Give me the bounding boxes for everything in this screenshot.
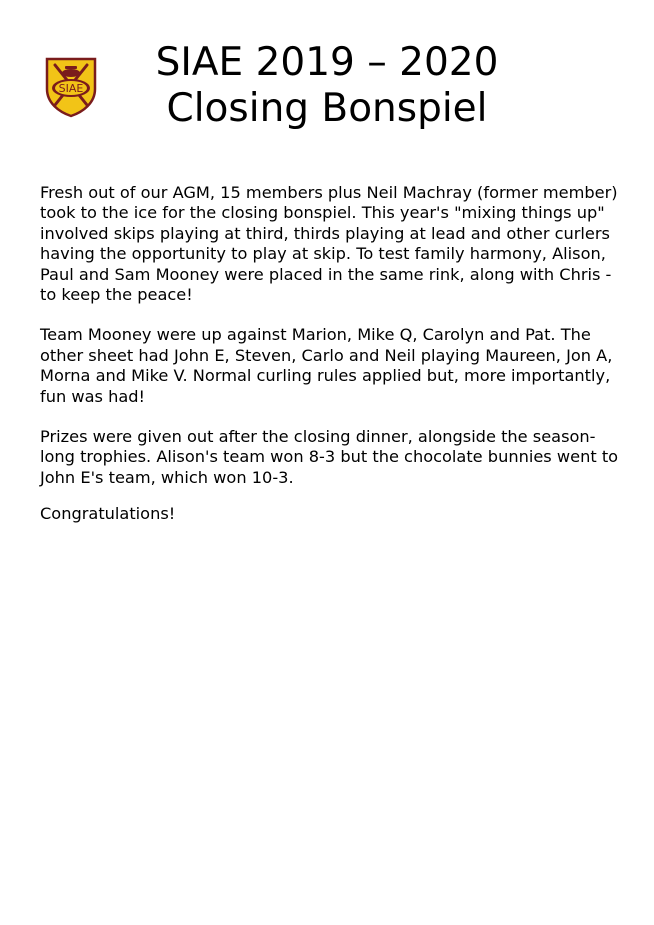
closing-line: Congratulations! [40, 504, 176, 524]
page-title [100, 40, 554, 132]
article-body [40, 183, 620, 545]
paragraph: Team Mooney were up against Marion, Mike Q, Carolyn and Pat. The other sheet had John E, Steven, Carlo and Neil playing Maureen, Jon A, Morna and Mike V. Normal curling rules applied but, more importantly, fun was had! [40, 325, 613, 406]
paragraph: Prizes were given out after the closing dinner, alongside the season-long trophies. Alison's team won 8-3 but the chocolate bunnies went to John E's team, which won 10-3. [40, 427, 619, 487]
paragraph: Fresh out of our AGM, 15 members plus Neil Machray (former member) took to the ice for the closing bonspiel. This year's "mixing things up" involved skips playing at third, thirds playing at lead and other curlers having the opportunity to play at skip. To test family harmony, Alison, Paul and Sam Mooney were placed in the same rink, along with Chris - to keep the peace! [40, 183, 618, 305]
title-line-1: SIAE 2019 – 2020 [155, 40, 499, 85]
siae-crest-logo [43, 55, 99, 119]
title-line-2: Closing Bonspiel [166, 86, 488, 131]
logo-text: SIAE [58, 82, 84, 95]
